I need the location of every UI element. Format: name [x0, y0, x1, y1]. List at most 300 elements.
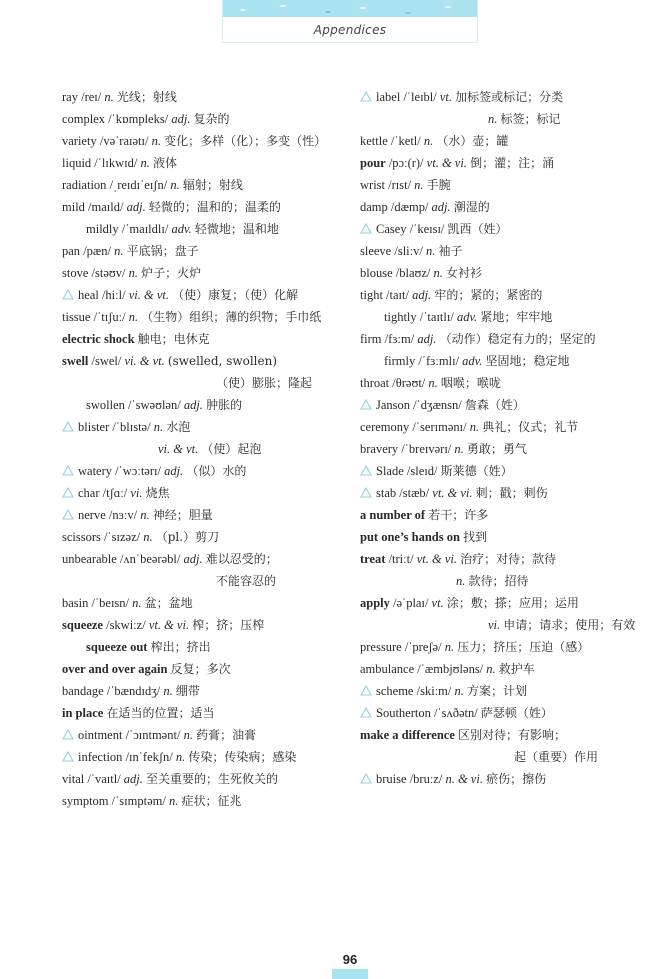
entry-definition: （使）膨胀；隆起 — [216, 376, 313, 390]
entry-word: stab — [376, 486, 397, 500]
entry-phonetic: /ˈwɔːtərɪ/ — [115, 464, 161, 478]
vocabulary-entry — [62, 724, 342, 746]
entry-word: symptom — [62, 794, 109, 808]
vocabulary-entry — [360, 284, 640, 306]
entry-phonetic: /ˈpreʃə/ — [404, 640, 442, 654]
entry-phonetic: /ˈmaɪldlɪ/ — [121, 222, 169, 236]
vocabulary-entry — [62, 570, 342, 592]
entry-phonetic: /θrəʊt/ — [392, 376, 426, 390]
vocabulary-entry — [62, 460, 342, 482]
vocabulary-entry — [62, 174, 342, 196]
vocabulary-entry — [360, 86, 640, 108]
entry-phonetic: /ˈvaɪtl/ — [87, 772, 121, 786]
entry-part-of-speech: adv. — [462, 354, 483, 368]
entry-word: firmly — [384, 354, 416, 368]
vocabulary-entry — [360, 526, 640, 548]
entry-definition: 平底锅；盘子 — [126, 244, 199, 258]
entry-part-of-speech: n. — [423, 134, 434, 148]
entry-word: ointment — [78, 728, 123, 742]
entry-part-of-speech: vt. & vi. — [426, 156, 467, 170]
entry-word: Southerton — [376, 706, 431, 720]
entry-definition: 若干；许多 — [428, 508, 489, 522]
entry-word: sleeve — [360, 244, 392, 258]
triangle-marker-icon — [62, 725, 74, 747]
entry-phonetic: /ˈlɪkwɪd/ — [94, 156, 138, 170]
entry-word: complex — [62, 112, 106, 126]
entry-definition: 盆；盆地 — [144, 596, 193, 610]
entry-definition: 找到 — [463, 530, 488, 544]
entry-word: apply — [360, 596, 390, 610]
vocabulary-entry — [360, 262, 640, 284]
vocabulary-entry — [360, 460, 640, 482]
entry-part-of-speech: adj. — [412, 288, 432, 302]
entry-definition: 烧焦 — [145, 486, 170, 500]
vocabulary-entry — [360, 394, 640, 416]
entry-part-of-speech: n. & vi. — [445, 772, 483, 786]
entry-word: blister — [78, 420, 110, 434]
entry-word: heal — [78, 288, 99, 302]
vocabulary-column-left — [62, 86, 342, 812]
vocabulary-entry — [62, 438, 342, 460]
entry-definition: 反复；多次 — [170, 662, 231, 676]
entry-part-of-speech: n. — [104, 90, 114, 104]
entry-word: label — [376, 90, 401, 104]
entry-word: treat — [360, 552, 386, 566]
entry-word: mildly — [86, 222, 119, 236]
entry-phonetic: /ˈketl/ — [390, 134, 421, 148]
entry-definition: 袖子 — [438, 244, 463, 258]
entry-word: Slade — [376, 464, 404, 478]
vocabulary-entry — [360, 416, 640, 438]
triangle-marker-icon — [360, 395, 372, 417]
entry-part-of-speech: n. — [444, 640, 455, 654]
entry-part-of-speech: n. — [143, 530, 153, 544]
entry-part-of-speech: vi. — [488, 618, 501, 632]
entry-word: swollen — [86, 398, 125, 412]
vocabulary-entry — [62, 614, 342, 636]
triangle-marker-icon — [62, 483, 74, 505]
entry-part-of-speech: n. — [183, 728, 193, 742]
section-title: Appendices — [313, 23, 387, 37]
entry-word: pressure — [360, 640, 402, 654]
vocabulary-entry — [62, 680, 342, 702]
entry-part-of-speech: n. — [488, 112, 498, 126]
entry-word: vital — [62, 772, 85, 786]
entry-part-of-speech: n. — [153, 420, 164, 434]
vocabulary-entry — [62, 416, 342, 438]
vocabulary-entry — [62, 284, 342, 306]
entry-word: ray — [62, 90, 78, 104]
entry-definition: 救护车 — [498, 662, 535, 676]
triangle-marker-icon — [62, 505, 74, 527]
vocabulary-entry — [62, 394, 342, 416]
vocabulary-entry — [62, 350, 342, 372]
entry-definition: 申请；请求；使用；有效 — [503, 618, 636, 632]
entry-definition: 传染；传染病；感染 — [188, 750, 297, 764]
entry-phonetic: /rɪst/ — [388, 178, 412, 192]
entry-definition: 标签；标记 — [500, 112, 561, 126]
entry-word: ambulance — [360, 662, 415, 676]
entry-word: squeeze out — [86, 640, 148, 654]
vocabulary-entry — [360, 680, 640, 702]
entry-word: squeeze — [62, 618, 103, 632]
vocabulary-entry — [62, 592, 342, 614]
entry-phonetic: /ˈbeɪsn/ — [91, 596, 130, 610]
entry-definition: （生物）组织；薄的织物；手巾纸 — [141, 310, 322, 324]
entry-definition: 难以忍受的； — [205, 552, 278, 566]
entry-part-of-speech: vi. & vt. — [128, 288, 169, 302]
entry-word: wrist — [360, 178, 385, 192]
entry-word: Janson — [376, 398, 411, 412]
entry-part-of-speech: vt. — [439, 90, 453, 104]
vocabulary-entry — [62, 262, 342, 284]
entry-part-of-speech: n. — [128, 310, 139, 324]
vocabulary-entry — [62, 658, 342, 680]
entry-phonetic: /ˌreɪdɪˈeɪʃn/ — [109, 178, 168, 192]
entry-phonetic: /ˈbændɪdʒ/ — [106, 684, 161, 698]
vocabulary-entry — [360, 350, 640, 372]
triangle-marker-icon — [360, 681, 372, 703]
entry-part-of-speech: n. — [175, 750, 186, 764]
entry-definition: 水泡 — [166, 420, 191, 434]
entry-part-of-speech: n. — [170, 178, 180, 192]
header-decorative-band — [223, 0, 477, 17]
entry-definition: （使）康复；（使）化解 — [172, 288, 299, 302]
entry-phonetic: /swel/ — [91, 354, 122, 368]
vocabulary-entry — [360, 196, 640, 218]
entry-part-of-speech: vt. — [431, 596, 444, 610]
entry-word: Casey — [376, 222, 407, 236]
entry-definition: 区别对待；有影响； — [458, 728, 567, 742]
vocabulary-entry — [62, 790, 342, 812]
entry-definition: 典礼；仪式；礼节 — [482, 420, 579, 434]
entry-part-of-speech: vt. & vi. — [432, 486, 473, 500]
entry-phonetic: /sliːv/ — [394, 244, 423, 258]
entry-phonetic: /fɜːm/ — [384, 332, 415, 346]
entry-word: infection — [78, 750, 123, 764]
entry-phonetic: /ˈsɪzəz/ — [104, 530, 141, 544]
vocabulary-entry — [360, 570, 640, 592]
vocabulary-entry — [360, 636, 640, 658]
vocabulary-entry — [62, 86, 342, 108]
triangle-marker-icon — [360, 219, 372, 241]
entry-definition: 潮湿的 — [453, 200, 490, 214]
entry-part-of-speech: adj. — [183, 398, 203, 412]
vocabulary-entry — [360, 746, 640, 768]
entry-part-of-speech: n. — [454, 442, 464, 456]
section-header — [222, 0, 478, 43]
vocabulary-entry — [62, 372, 342, 394]
entry-part-of-speech: vi. & vt. — [158, 442, 199, 456]
entry-word: liquid — [62, 156, 92, 170]
entry-phonetic: /ˈsʌðətn/ — [433, 706, 478, 720]
entry-phonetic: /pæn/ — [83, 244, 111, 258]
entry-part-of-speech: n. — [140, 156, 150, 170]
entry-word: kettle — [360, 134, 388, 148]
vocabulary-entry — [62, 218, 342, 240]
vocabulary-entry — [360, 174, 640, 196]
entry-part-of-speech: n. — [454, 684, 464, 698]
entry-definition: 凯西（姓） — [447, 222, 508, 236]
entry-word: unbearable — [62, 552, 117, 566]
vocabulary-entry — [360, 218, 640, 240]
vocabulary-entry — [62, 548, 342, 570]
entry-definition: 榨出；挤出 — [150, 640, 211, 654]
entry-phonetic: /pɔː(r)/ — [388, 156, 424, 170]
entry-word: variety — [62, 134, 97, 148]
vocabulary-entry — [62, 152, 342, 174]
entry-word: tissue — [62, 310, 91, 324]
entry-phonetic: /ˈæmbjʊləns/ — [417, 662, 484, 676]
entry-part-of-speech: adj. — [183, 552, 203, 566]
entry-phonetic: /ˈɔɪntmənt/ — [125, 728, 181, 742]
entry-phonetic: /ˈbreɪvərɪ/ — [401, 442, 452, 456]
entry-phonetic: /ˈserɪmənɪ/ — [412, 420, 467, 434]
vocabulary-entry — [360, 438, 640, 460]
entry-definition: 炉子；火炉 — [141, 266, 202, 280]
entry-phonetic: /ɪnˈfekʃn/ — [125, 750, 173, 764]
entry-definition: （使）起泡 — [201, 442, 262, 456]
entry-phonetic: /ˈtaɪtlɪ/ — [419, 310, 454, 324]
entry-definition: 紧地；牢牢地 — [480, 310, 553, 324]
entry-part-of-speech: n. — [425, 244, 436, 258]
entry-definition: 复杂的 — [193, 112, 230, 126]
entry-definition: 神经；胆量 — [152, 508, 213, 522]
entry-phonetic: /bruːz/ — [409, 772, 443, 786]
vocabulary-entry — [62, 196, 342, 218]
vocabulary-entry — [62, 240, 342, 262]
vocabulary-entry — [360, 768, 640, 790]
entry-definition: 在适当的位置；适当 — [106, 706, 215, 720]
entry-word: char — [78, 486, 100, 500]
entry-definition: 症状；征兆 — [181, 794, 242, 808]
entry-definition: 手腕 — [426, 178, 451, 192]
vocabulary-entry — [360, 372, 640, 394]
entry-definition: 至关重要的；生死攸关的 — [146, 772, 279, 786]
entry-definition: 榨；挤；压榨 — [192, 618, 265, 632]
entry-part-of-speech: adj. — [123, 772, 143, 786]
vocabulary-entry — [360, 152, 640, 174]
entry-part-of-speech: n. — [433, 266, 443, 280]
entry-part-of-speech: n. — [486, 662, 496, 676]
entry-phonetic: /sleɪd/ — [406, 464, 438, 478]
entry-definition: （pl.）剪刀 — [155, 530, 220, 544]
entry-definition: 辐射；射线 — [182, 178, 243, 192]
entry-phonetic: /dæmp/ — [390, 200, 429, 214]
vocabulary-entry — [360, 702, 640, 724]
entry-definition: 光线；射线 — [116, 90, 177, 104]
entry-definition: 不能容忍的 — [216, 574, 277, 588]
vocabulary-column-right — [360, 86, 640, 790]
entry-part-of-speech: n. — [456, 574, 466, 588]
entry-word: electric shock — [62, 332, 135, 346]
triangle-marker-icon — [360, 461, 372, 483]
entry-phonetic: /ˈfɜːmlɪ/ — [418, 354, 460, 368]
entry-word: pour — [360, 156, 386, 170]
entry-definition: 绷带 — [175, 684, 200, 698]
entry-word: in place — [62, 706, 104, 720]
entry-definition: 涂；敷；搽；应用；运用 — [446, 596, 579, 610]
entry-word: damp — [360, 200, 388, 214]
entry-part-of-speech: vt. & vi. — [148, 618, 190, 632]
entry-definition: 倒；灌；注；涌 — [470, 156, 555, 170]
vocabulary-entry — [360, 130, 640, 152]
triangle-marker-icon — [360, 87, 372, 109]
entry-word: pan — [62, 244, 81, 258]
entry-definition: 勇敢；勇气 — [466, 442, 527, 456]
entry-definition: 女衬衫 — [446, 266, 483, 280]
vocabulary-entry — [360, 658, 640, 680]
entry-definition: （似）水的 — [186, 464, 247, 478]
entry-part-of-speech: vi. & vt. — [124, 354, 165, 368]
triangle-marker-icon — [62, 417, 74, 439]
vocabulary-entry — [62, 108, 342, 130]
entry-phonetic: /ˈsɪmptəm/ — [111, 794, 166, 808]
triangle-marker-icon — [62, 747, 74, 769]
entry-word: a number of — [360, 508, 426, 522]
entry-word: radiation — [62, 178, 107, 192]
entry-phonetic: /ˈtɪʃuː/ — [93, 310, 126, 324]
entry-part-of-speech: n. — [428, 376, 438, 390]
entry-definition: 触电；电休克 — [137, 332, 210, 346]
entry-word: make a difference — [360, 728, 455, 742]
entry-word: scissors — [62, 530, 101, 544]
entry-definition: 压力；挤压；压迫（感） — [457, 640, 590, 654]
vocabulary-entry — [62, 746, 342, 768]
entry-phonetic: /blaʊz/ — [395, 266, 431, 280]
entry-definition: 牢的；紧的；紧密的 — [434, 288, 543, 302]
triangle-marker-icon — [360, 769, 372, 791]
entry-part-of-speech: adv. — [456, 310, 478, 324]
vocabulary-entry — [360, 504, 640, 526]
vocabulary-entry — [62, 482, 342, 504]
entry-part-of-speech: adj. — [171, 112, 191, 126]
entry-word: blouse — [360, 266, 393, 280]
vocabulary-entry — [360, 240, 640, 262]
entry-part-of-speech: n. — [128, 266, 138, 280]
entry-definition: 詹森（姓） — [464, 398, 525, 412]
vocabulary-entry — [62, 768, 342, 790]
triangle-marker-icon — [360, 483, 372, 505]
vocabulary-entry — [360, 482, 640, 504]
entry-phonetic: /nɜːv/ — [108, 508, 138, 522]
entry-part-of-speech: n. — [168, 794, 179, 808]
entry-definition: 轻微的；温和的；温柔的 — [148, 200, 281, 214]
entry-word: basin — [62, 596, 89, 610]
entry-word: watery — [78, 464, 113, 478]
entry-word: ceremony — [360, 420, 410, 434]
entry-part-of-speech: adv. — [171, 222, 192, 236]
entry-word: bruise — [376, 772, 407, 786]
entry-part-of-speech: n. — [140, 508, 150, 522]
vocabulary-entry — [62, 504, 342, 526]
entry-word: firm — [360, 332, 382, 346]
entry-definition: 起（重要）作用 — [514, 750, 599, 764]
vocabulary-entry — [360, 306, 640, 328]
entry-word: stove — [62, 266, 89, 280]
entry-definition: 轻微地；温和地 — [194, 222, 279, 236]
entry-part-of-speech: n. — [132, 596, 142, 610]
entry-definition: 肿胀的 — [206, 398, 243, 412]
entry-definition: （动作）稳定有力的；坚定的 — [439, 332, 596, 346]
vocabulary-entry — [62, 526, 342, 548]
entry-part-of-speech: n. — [163, 684, 173, 698]
entry-definition: 款待；招待 — [468, 574, 529, 588]
entry-word: tightly — [384, 310, 417, 324]
triangle-marker-icon — [62, 461, 74, 483]
entry-word: put one’s hands on — [360, 530, 460, 544]
vocabulary-entry — [360, 724, 640, 746]
entry-part-of-speech: adj. — [164, 464, 184, 478]
entry-phonetic: /maɪld/ — [88, 200, 124, 214]
entry-word: swell — [62, 354, 89, 368]
entry-definition: 变化；多样（化）；多变（性） — [164, 134, 327, 148]
entry-definition: 咽喉；喉咙 — [440, 376, 501, 390]
entry-phonetic: /hiːl/ — [101, 288, 126, 302]
entry-definition: 治疗；对待；款待 — [460, 552, 557, 566]
triangle-marker-icon — [360, 703, 372, 725]
entry-word: mild — [62, 200, 85, 214]
entry-definition: 药膏；油膏 — [196, 728, 257, 742]
vocabulary-entry — [62, 636, 342, 658]
entry-phonetic: /stəʊv/ — [91, 266, 126, 280]
entry-part-of-speech: n. — [151, 134, 161, 148]
entry-part-of-speech: adj. — [431, 200, 451, 214]
triangle-marker-icon — [62, 285, 74, 307]
entry-phonetic: /ˈleɪbl/ — [403, 90, 437, 104]
entry-word: over and over again — [62, 662, 168, 676]
vocabulary-entry — [360, 108, 640, 130]
entry-phonetic: /vəˈraɪətɪ/ — [99, 134, 149, 148]
entry-phonetic: /ˈdʒænsn/ — [413, 398, 462, 412]
vocabulary-entry — [360, 548, 640, 570]
entry-part-of-speech: adj. — [417, 332, 437, 346]
entry-definition: 方案；计划 — [466, 684, 527, 698]
entry-word: throat — [360, 376, 390, 390]
entry-phonetic: /ˈkeɪsɪ/ — [409, 222, 445, 236]
entry-part-of-speech: vt. & vi. — [416, 552, 457, 566]
vocabulary-entry — [360, 614, 640, 636]
entry-phonetic: /skwiːz/ — [106, 618, 146, 632]
entry-part-of-speech: adj. — [126, 200, 146, 214]
entry-part-of-speech: n. — [414, 178, 424, 192]
entry-definition: 液体 — [152, 156, 177, 170]
entry-part-of-speech: n. — [114, 244, 124, 258]
entry-definition: 坚固地；稳定地 — [485, 354, 570, 368]
page-number: 96 — [342, 952, 358, 967]
vocabulary-entry — [62, 306, 342, 328]
entry-word: bandage — [62, 684, 104, 698]
entry-phonetic: /tʃɑː/ — [102, 486, 128, 500]
entry-definition: 刺；戳；刺伤 — [475, 486, 548, 500]
vocabulary-entry — [360, 328, 640, 350]
entry-phonetic: /ˈblɪstə/ — [112, 420, 151, 434]
entry-definition: （水）壶；罐 — [436, 134, 509, 148]
entry-phonetic: /taɪt/ — [386, 288, 409, 302]
entry-phonetic: /ˈswəʊlən/ — [128, 398, 181, 412]
vocabulary-entry — [62, 130, 342, 152]
entry-definition: 萨瑟顿（姓） — [480, 706, 553, 720]
entry-phonetic: /reɪ/ — [81, 90, 102, 104]
entry-part-of-speech: n. — [469, 420, 480, 434]
vocabulary-entry — [62, 328, 342, 350]
entry-phonetic: /əˈplaɪ/ — [393, 596, 429, 610]
entry-word: scheme — [376, 684, 414, 698]
entry-phonetic: /skiːm/ — [416, 684, 452, 698]
entry-phonetic: /ʌnˈbeərəbl/ — [119, 552, 181, 566]
vocabulary-entry — [360, 592, 640, 614]
entry-word: tight — [360, 288, 383, 302]
